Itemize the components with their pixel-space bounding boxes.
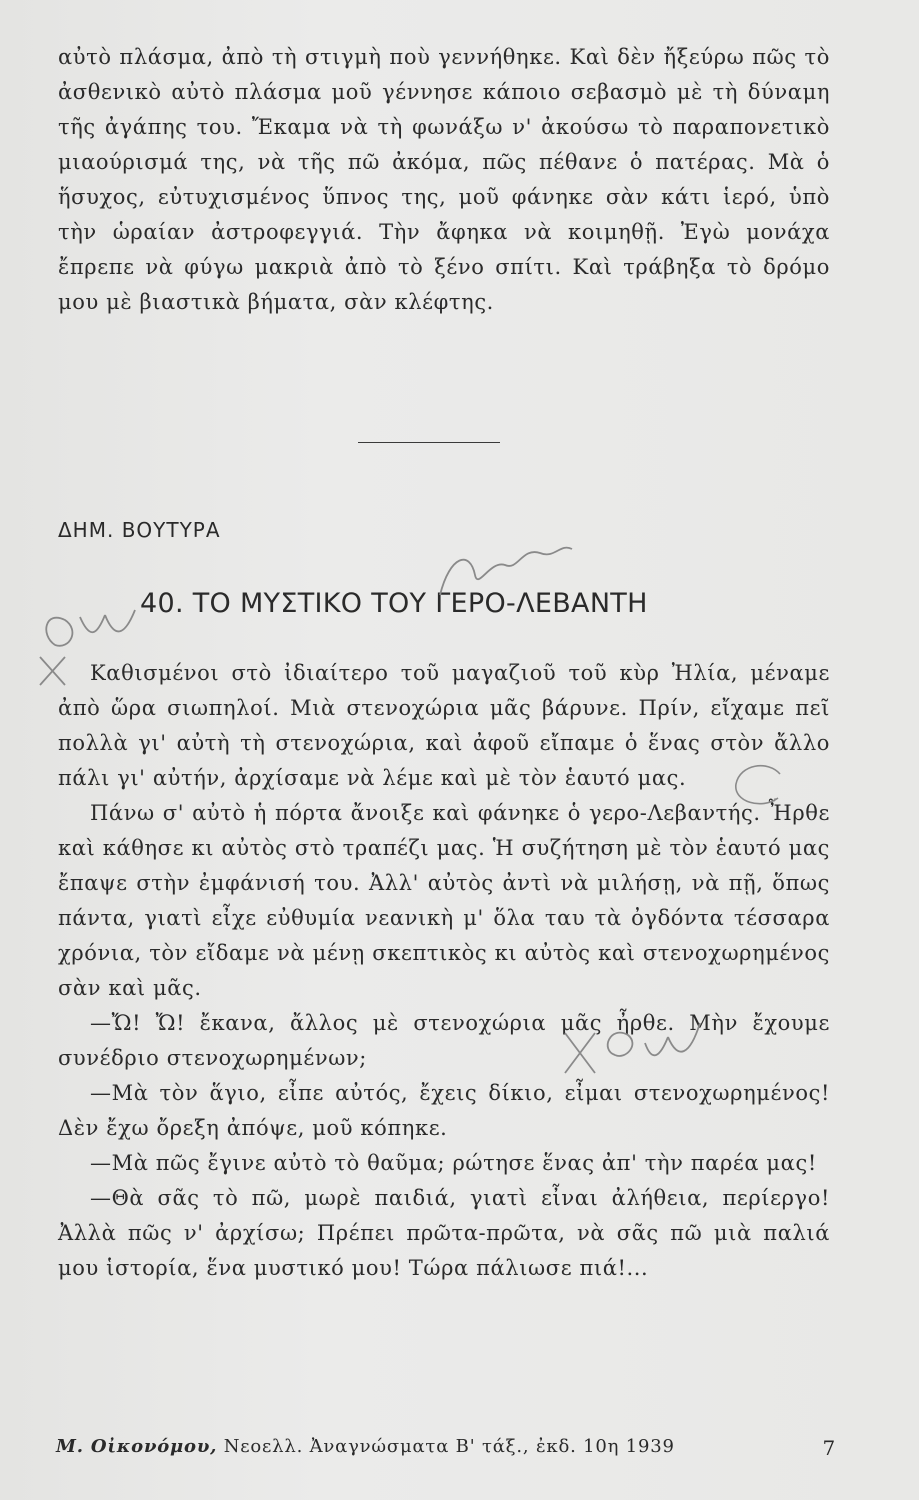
page-footer bbox=[56, 1436, 836, 1460]
dialog-line-4: —Θὰ σᾶς τὸ πῶ, μωρὲ παιδιά, γιατὶ εἶναι ἀλήθεια, περίεργο! Ἀλλὰ πῶς ν' ἀρχίσω; Πρέπει πρῶτα-πρῶτα, νὰ σᾶς πῶ μιὰ παλιά μου ἱστορία, ἕνα μυστικό μου! Τώρα πάλιωσε πιά!... bbox=[58, 1186, 830, 1280]
dialog-line-1: —Ὤ! Ὤ! ἔκανα, ἄλλος μὲ στενοχώρια μᾶς ἦρθε. Μὴν ἔχουμε συνέδριο στενοχωρημένων; bbox=[58, 1011, 830, 1070]
section-divider bbox=[358, 442, 500, 443]
previous-story-ending: αὐτὸ πλάσμα, ἀπὸ τὴ στιγμὴ ποὺ γεννήθηκε. Καὶ δὲν ἤξεύρω πῶς τὸ ἀσθενικὸ αὐτὸ πλάσμα μοῦ γέννησε κάποιο σεβασμὸ μὲ τὴ δύναμη τῆς ἀγάπης του. Ἔκαμα νὰ τὴ φωνάξω ν' ἀκούσω τὸ παραπονετικὸ μιαούρισμά της, νὰ τῆς πῶ ἀκόμα, πῶς πέθανε ὁ πατέρας. Μὰ ὁ ἥσυχος, εὐτυχισμένος ὕπνος της, μοῦ φάνηκε σὰν κάτι ἱερό, ὑπὸ τὴν ὡραίαν ἀστροφεγγιά. Τὴν ἄφηκα νὰ κοιμηθῇ. Ἐγὼ μονάχα ἔπρεπε νὰ φύγω μακριὰ ἀπὸ τὸ ξένο σπίτι. Καὶ τράβηξα τὸ δρόμο μου μὲ βιαστικὰ βήματα, σὰν κλέφτης. bbox=[58, 45, 830, 314]
story-paragraph-1: Καθισμένοι στὸ ἰδιαίτερο τοῦ μαγαζιοῦ τοῦ κὺρ Ἠλία, μέναμε ἀπὸ ὥρα σιωπηλοί. Μιὰ στενοχώρια μᾶς βάρυνε. Πρίν, εἴχαμε πεῖ πολλὰ γι' αὐτὴ τὴ στενοχώρια, καὶ ἀφοῦ εἴπαμε ὁ ἕνας στὸν ἄλλο πάλι γι' αὐτήν, ἀρχίσαμε νὰ λέμε καὶ μὲ τὸν ἑαυτό μας. bbox=[58, 661, 830, 790]
story-title: 40. ΤΟ ΜΥΣΤΙΚΟ ΤΟΥ ΓΕΡΟ-ΛΕΒΑΝΤΗ bbox=[140, 588, 648, 619]
dialog-line-2: —Μὰ τὸν ἅγιο, εἶπε αὐτός, ἔχεις δίκιο, εἶμαι στενοχωρημένος! Δὲν ἔχω ὄρεξη ἀπόψε, μοῦ κόπηκε. bbox=[58, 1081, 830, 1140]
author-name: ΔΗΜ. ΒΟΥΤΥΡΑ bbox=[58, 518, 221, 542]
page-number: 7 bbox=[822, 1436, 836, 1460]
dialog-line-3: —Μὰ πῶς ἔγινε αὐτὸ τὸ θαῦμα; ρώτησε ἕνας ἀπ' τὴν παρέα μας! bbox=[90, 1151, 817, 1175]
story-paragraph-2: Πάνω σ' αὐτὸ ἡ πόρτα ἄνοιξε καὶ φάνηκε ὁ γερο-Λεβαντής. Ἦρθε καὶ κάθησε κι αὐτὸς στὸ τραπέζι μας. Ἡ συζήτηση μὲ τὸν ἑαυτό μας ἔπαψε στὴν ἐμφάνισή του. Ἀλλ' αὐτὸς ἀντὶ νὰ μιλήσῃ, νὰ πῇ, ὅπως πάντα, γιατὶ εἶχε εὐθυμία νεανικὴ μ' ὅλα ταυ τὰ ὀγδόντα τέσσαρα χρόνια, τὸν εἴδαμε νὰ μένῃ σκεπτικὸς κι αὐτὸς καὶ στενοχωρημένος σὰν καὶ μᾶς. bbox=[58, 801, 830, 1000]
source-author: Μ. Οἰκονόμου, bbox=[56, 1436, 218, 1457]
story-body bbox=[58, 656, 830, 1286]
source-details: Νεοελλ. Ἀναγνώσματα Β' τάξ., ἐκδ. 10η 1939 bbox=[223, 1436, 675, 1457]
